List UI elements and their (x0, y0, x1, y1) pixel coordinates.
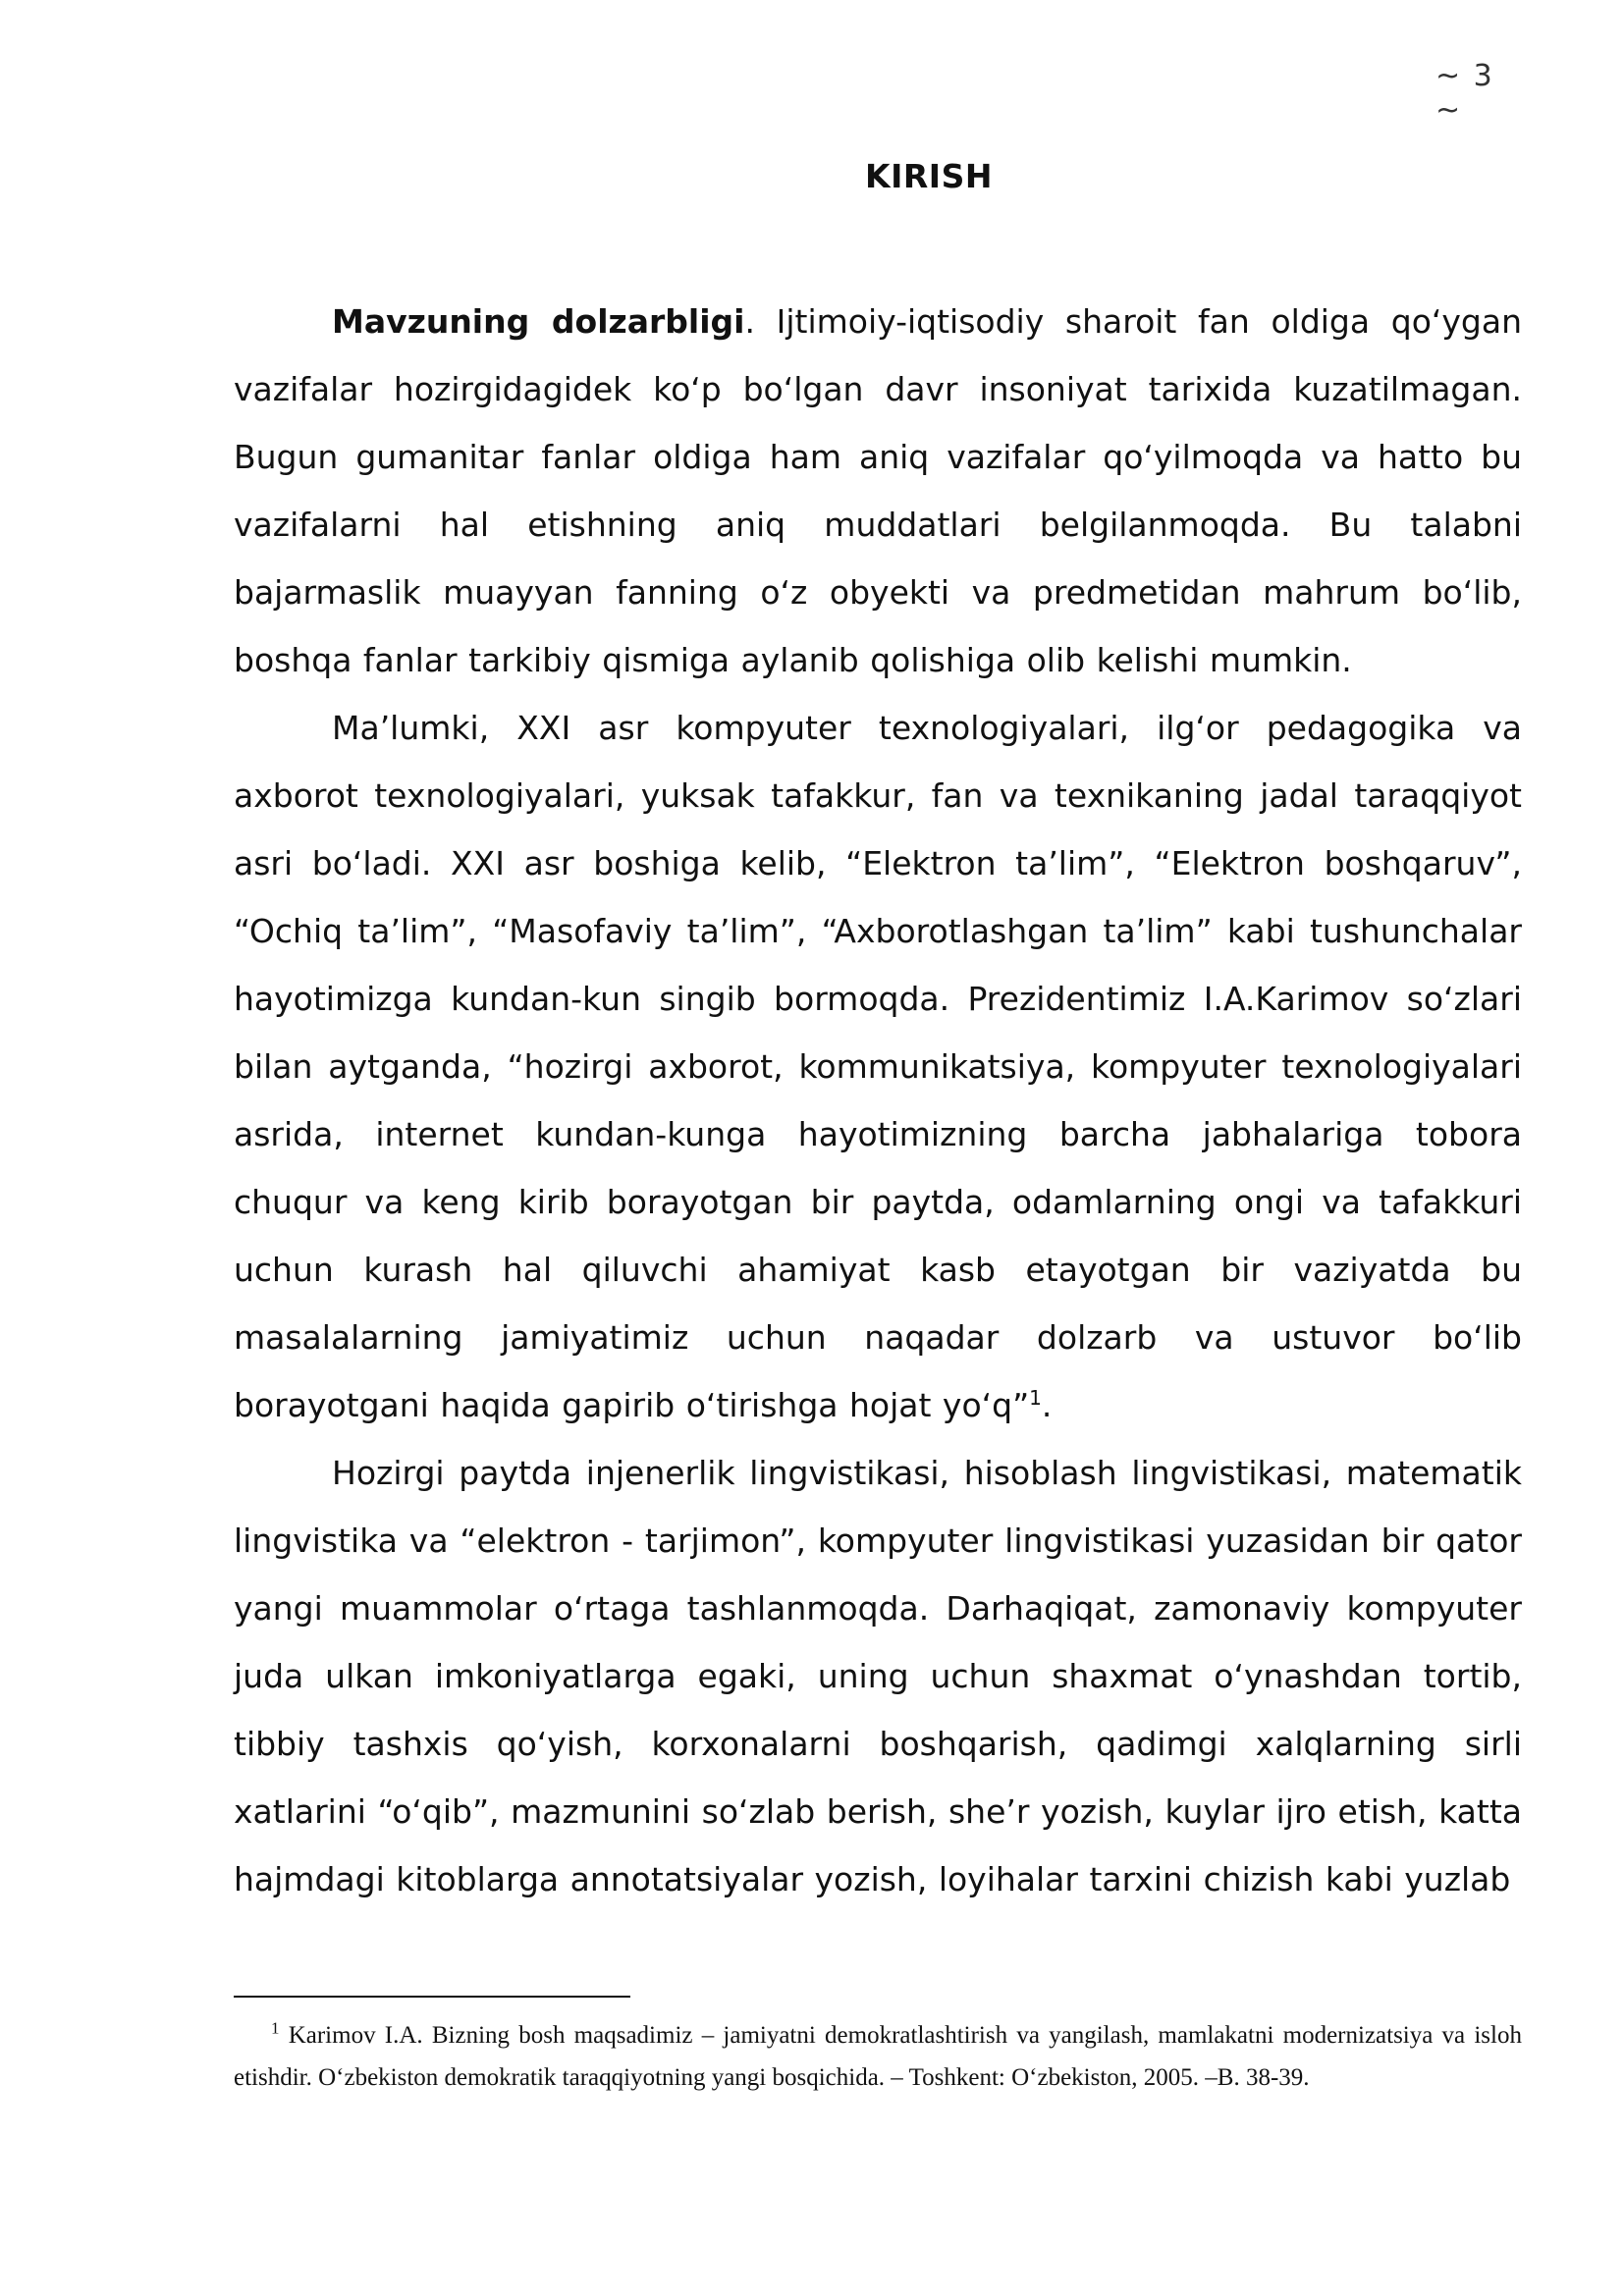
body-text (234, 288, 1522, 1913)
footnote-text: Karimov I.A. Bizning bosh maqsadimiz – jamiyatni demokratlashtirish va yangilash, mamlakatni modernizatsiya va isloh etishdir. O‘zbekiston demokratik taraqqiyotning yangi bosqichida. – Toshkent: O‘zbekiston, 2005. –B. 38-39. (234, 2022, 1522, 2091)
footnote-separator (234, 1996, 630, 1998)
section-title: KIRISH (865, 157, 993, 195)
footnote-reference[interactable]: 1 (1029, 1386, 1042, 1410)
paragraph-tail: . (1041, 1386, 1053, 1424)
paragraph-relevance (234, 288, 1522, 694)
page-number: ~ 3 ~ (1435, 59, 1494, 128)
paragraph-lead: Mavzuning dolzarbligi (332, 302, 745, 341)
paragraph-21st-century (234, 694, 1522, 1439)
paragraph-text: . Ijtimoiy-iqtisodiy sharoit fan oldiga qo‘ygan vazifalar hozirgidagidek ko‘p bo‘lgan davr insoniyat tarixida kuzatilmagan. Bugun gumanitar fanlar oldiga ham aniq vazifalar qo‘yilmoqda va hatto bu vazifalarni hal etishning aniq muddatlari belgilanmoqda. Bu talabni bajarmaslik muayyan fanning o‘z obyekti va predmetidan mahrum bo‘lib, boshqa fanlar tarkibiy qismiga aylanib qolishiga olib kelishi mumkin. (234, 302, 1523, 679)
paragraph-text: Ma’lumki, XXI asr kompyuter texnologiyalari, ilg‘or pedagogika va axborot texnologiyalari, yuksak tafakkur, fan va texnikaning jadal taraqqiyot asri bo‘ladi. XXI asr boshiga kelib, “Elektron ta’lim”, “Elektron boshqaruv”, “Ochiq ta’lim”, “Masofaviy ta’lim”, “Axborotlashgan ta’lim” kabi tushunchalar hayotimizga kundan-kun singib bormoqda. Prezidentimiz I.A.Karimov so‘zlari bilan aytganda, “hozirgi axborot, kommunikatsiya, kompyuter texnologiyalari asrida, internet kundan-kunga hayotimizning barcha jabhalariga tobora chuqur va keng kirib borayotgan bir paytda, odamlarning ongi va tafakkuri uchun kurash hal qiluvchi ahamiyat kasb etayotgan bir vaziyatda bu masalalarning jamiyatimiz uchun naqadar dolzarb va ustuvor bo‘lib borayotgani haqida gapirib o‘tirishga hojat yo‘q” (234, 709, 1522, 1424)
footnote (234, 2014, 1522, 2099)
paragraph-text: Hozirgi paytda injenerlik lingvistikasi, hisoblash lingvistikasi, matematik lingvistika va “elektron - tarjimon”, kompyuter lingvistikasi yuzasidan bir qator yangi muammolar o‘rtaga tashlanmoqda. Darhaqiqat, zamonaviy kompyuter juda ulkan imkoniyatlarga egaki, uning uchun shaxmat o‘ynashdan tortib, tibbiy tashxis qo‘yish, korxonalarni boshqarish, qadimgi xalqlarning sirli xatlarini “o‘qib”, mazmunini so‘zlab berish, she’r yozish, kuylar ijro etish, katta hajmdagi kitoblarga annotatsiyalar yozish, loyihalar tarxini chizish kabi yuzlab (234, 1454, 1522, 1898)
footnote-marker: 1 (271, 2018, 280, 2038)
paragraph-linguistics (234, 1439, 1522, 1913)
